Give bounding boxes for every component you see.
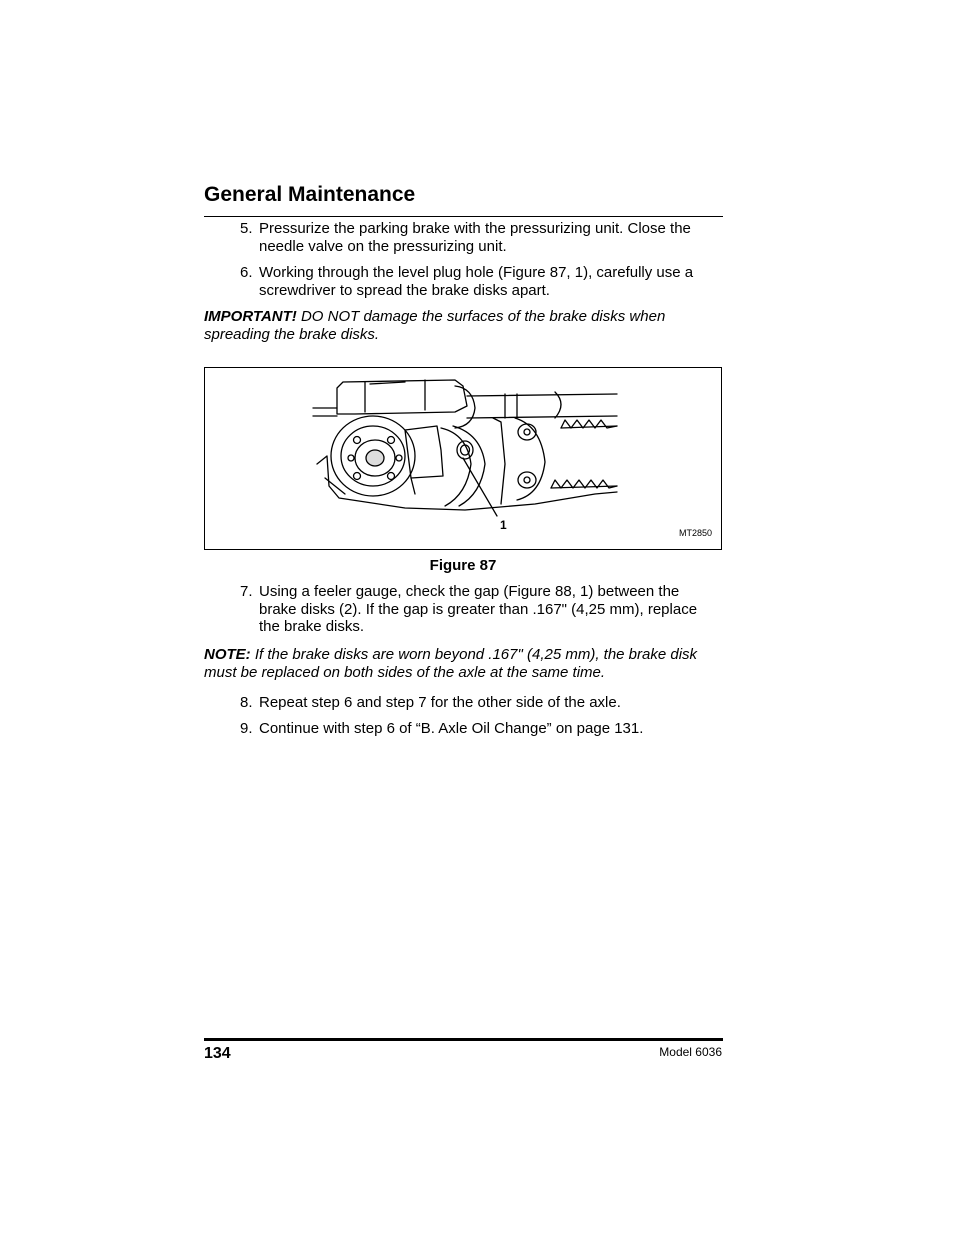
step-5 [240,220,720,255]
important-note [204,308,724,343]
figure-87 [204,367,722,550]
figure-code: MT2850 [679,528,713,538]
step-number: 5. [240,220,253,237]
note [204,646,724,681]
model-label: Model 6036 [659,1045,722,1059]
axle-brake-illustration [205,368,721,549]
important-text: DO NOT damage the surfaces of the brake disks when spreading the brake disks. [204,308,666,343]
step-text: Pressurize the parking brake with the pressurizing unit. Close the needle valve on the pressurizing unit. [259,220,691,255]
figure-caption: Figure 87 [429,557,497,574]
note-text: If the brake disks are worn beyond .167" (4,25 mm), the brake disk must be replaced on both sides of the axle at the same time. [204,646,698,681]
step-number: 8. [240,694,253,711]
step-6 [240,264,720,299]
step-number: 9. [240,720,253,737]
page-number: 134 [204,1045,231,1062]
callout-1: 1 [500,518,507,532]
section-title: General Maintenance [204,183,416,206]
step-text: Working through the level plug hole (Figure 87, 1), carefully use a screwdriver to spread the brake disks apart. [259,264,694,299]
important-label: IMPORTANT! [204,308,297,325]
step-text: Repeat step 6 and step 7 for the other side of the axle. [259,694,621,711]
step-8 [240,694,720,712]
title-rule [204,216,723,217]
step-text: Continue with step 6 of “B. Axle Oil Change” on page 131. [259,720,644,737]
step-text: Using a feeler gauge, check the gap (Figure 88, 1) between the brake disks (2). If the gap is greater than .167" (4,25 mm), replace the brake disks. [259,583,698,635]
footer-rule [204,1038,723,1041]
step-7 [240,583,720,636]
step-number: 7. [240,583,253,600]
step-9 [240,720,720,738]
note-label: NOTE: [204,646,251,663]
step-number: 6. [240,264,253,281]
